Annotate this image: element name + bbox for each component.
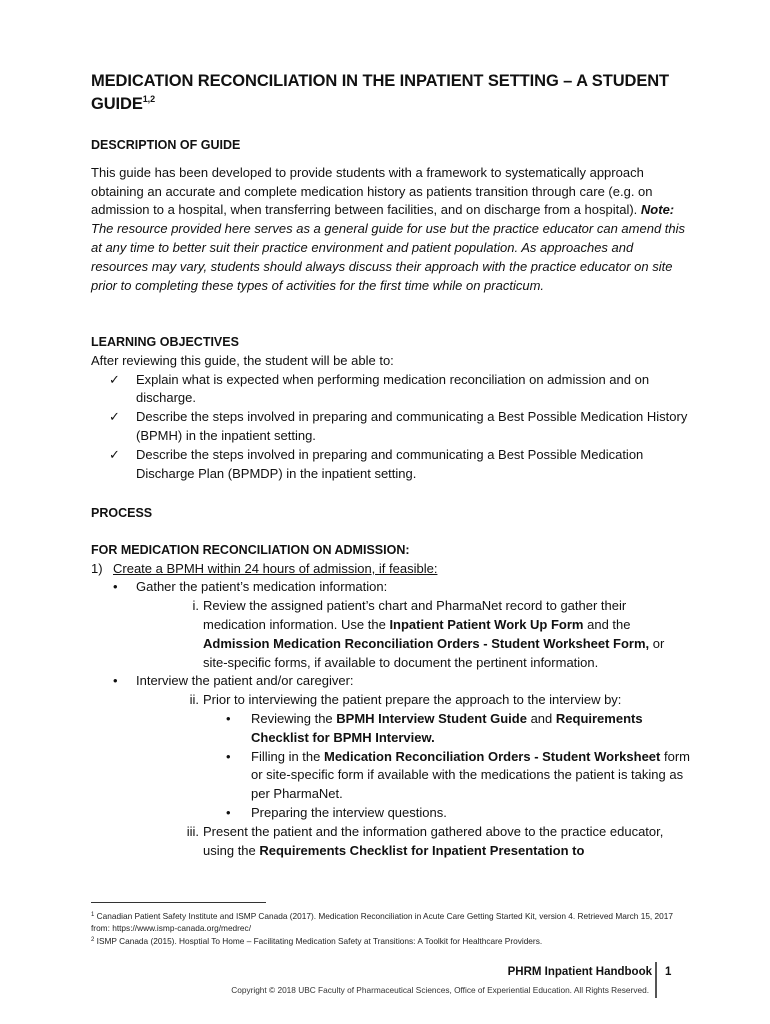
objective-text: Describe the steps involved in preparing and communicating a Best Possible Medication History (BPMH) in the inpatient setting. <box>136 409 688 443</box>
footnote-divider <box>91 902 266 903</box>
text-run: Reviewing the <box>251 710 337 726</box>
prep-item <box>91 710 691 748</box>
prep-text: Preparing the interview questions. <box>251 804 447 820</box>
footnote-number: 2 <box>91 937 95 943</box>
description-heading: DESCRIPTION OF GUIDE <box>91 138 241 152</box>
page-number: 1 <box>665 966 672 978</box>
substep-ii-text: Prior to interviewing the patient prepare the approach to the interview by: <box>203 692 622 708</box>
interview-item <box>91 672 691 691</box>
prep-item <box>91 748 691 804</box>
text-run: Filling in the <box>251 748 324 764</box>
objective-item <box>91 371 691 409</box>
objective-text: Explain what is expected when performing medication reconciliation on admission and on discharge. <box>136 371 650 406</box>
step-1 <box>91 560 691 579</box>
substep-iii <box>91 823 691 861</box>
step-number: 1) <box>91 560 103 576</box>
footnote-text: Canadian Patient Safety Institute and ISMP Canada (2017). Medication Reconciliation in Acute Care Getting Started Kit, version 4. Retrieved March 15, 2017 from: https://www.ismp-canada.org/medrec/ <box>91 911 674 934</box>
bullet-icon: • <box>226 748 231 764</box>
text-run: Review the assigned patient’s chart and PharmaNet record to gather their medication information. Use the <box>203 598 627 632</box>
bullet-icon: • <box>226 804 231 820</box>
gather-item <box>91 578 691 597</box>
admission-heading: FOR MEDICATION RECONCILIATION ON ADMISSION: <box>91 542 410 557</box>
description-section <box>91 136 691 295</box>
description-paragraph <box>91 164 691 296</box>
prep-text <box>91 710 691 748</box>
bullet-icon: • <box>113 579 118 595</box>
substep-i <box>91 597 691 672</box>
title-text: MEDICATION RECONCILIATION IN THE INPATIENT SETTING – A STUDENT GUIDE <box>91 72 670 113</box>
form-name: Inpatient Patient Work Up Form <box>389 616 584 632</box>
objectives-section <box>91 333 691 483</box>
form-name: Admission Medication Reconciliation Orders - Student Worksheet Form, <box>203 635 650 651</box>
text-run: Present the patient and the information gathered above to the practice educator, using the <box>203 823 664 858</box>
page-title <box>91 70 691 116</box>
process-heading: PROCESS <box>91 506 153 520</box>
objective-item <box>91 446 691 484</box>
text-run: form or site-specific form if available with the medications the patient is taking as per PharmaNet. <box>251 748 690 802</box>
check-icon: ✓ <box>109 409 120 425</box>
handbook-title: PHRM Inpatient Handbook <box>507 966 652 978</box>
note-label: Note: <box>640 202 675 218</box>
footnote <box>91 910 691 935</box>
form-name: BPMH Interview Student Guide <box>336 710 527 726</box>
interview-text: Interview the patient and/or caregiver: <box>136 673 354 689</box>
text-run: or site-specific forms, if available to document the pertinent information. <box>203 635 665 670</box>
copyright-notice: Copyright © 2018 UBC Faculty of Pharmaceutical Sciences, Office of Experiential Education. All Rights Reserved. <box>231 985 649 995</box>
description-body: This guide has been developed to provide students with a framework to systematically approach obtaining an accurate and complete medication history as patients transition through care (e.g. on admission to a hospital, when transferring between facilities, and on discharge from a hospital). <box>91 164 653 218</box>
check-icon: ✓ <box>109 446 120 462</box>
bullet-icon: • <box>113 673 118 689</box>
footnote <box>91 935 691 947</box>
prep-text <box>91 748 691 804</box>
bullet-icon: • <box>226 710 231 726</box>
objective-text: Describe the steps involved in preparing and communicating a Best Possible Medication Discharge Plan (BPMDP) in the inpatient setting. <box>136 446 644 481</box>
text-run: and the <box>583 616 631 632</box>
roman-numeral: i. <box>192 598 199 614</box>
roman-numeral: iii. <box>186 823 199 839</box>
form-name: Medication Reconciliation Orders - Student Worksheet <box>323 748 661 764</box>
check-icon: ✓ <box>109 371 120 387</box>
title-footnote-refs: 1,2 <box>142 94 155 104</box>
footer-divider <box>655 962 657 998</box>
step-1-text: Create a BPMH within 24 hours of admission, if feasible: <box>113 560 438 576</box>
objective-item <box>91 408 691 446</box>
objectives-intro: After reviewing this guide, the student will be able to: <box>91 352 394 368</box>
objectives-heading: LEARNING OBJECTIVES <box>91 335 239 349</box>
footnote-number: 1 <box>91 912 95 918</box>
form-name: Requirements Checklist for BPMH Interview. <box>251 710 643 745</box>
gather-text: Gather the patient’s medication information: <box>136 579 388 595</box>
text-run: and <box>526 710 556 726</box>
form-name: Requirements Checklist for Inpatient Presentation to <box>259 842 585 858</box>
prep-item <box>91 804 691 823</box>
note-text: The resource provided here serves as a general guide for use but the practice educator can amend this at any time to better suit their practice environment and patient population. As approaches and resources may vary, students should always discuss their approach with the practice educator on site prior to completing these types of activities for the first time while on practicum. <box>91 221 686 293</box>
roman-numeral: ii. <box>189 692 199 708</box>
process-section <box>91 504 691 860</box>
substep-ii <box>91 691 691 710</box>
footnote-text: ISMP Canada (2015). Hosptial To Home – Facilitating Medication Safety at Transitions: A Toolkit for Healthcare Providers. <box>96 936 543 946</box>
